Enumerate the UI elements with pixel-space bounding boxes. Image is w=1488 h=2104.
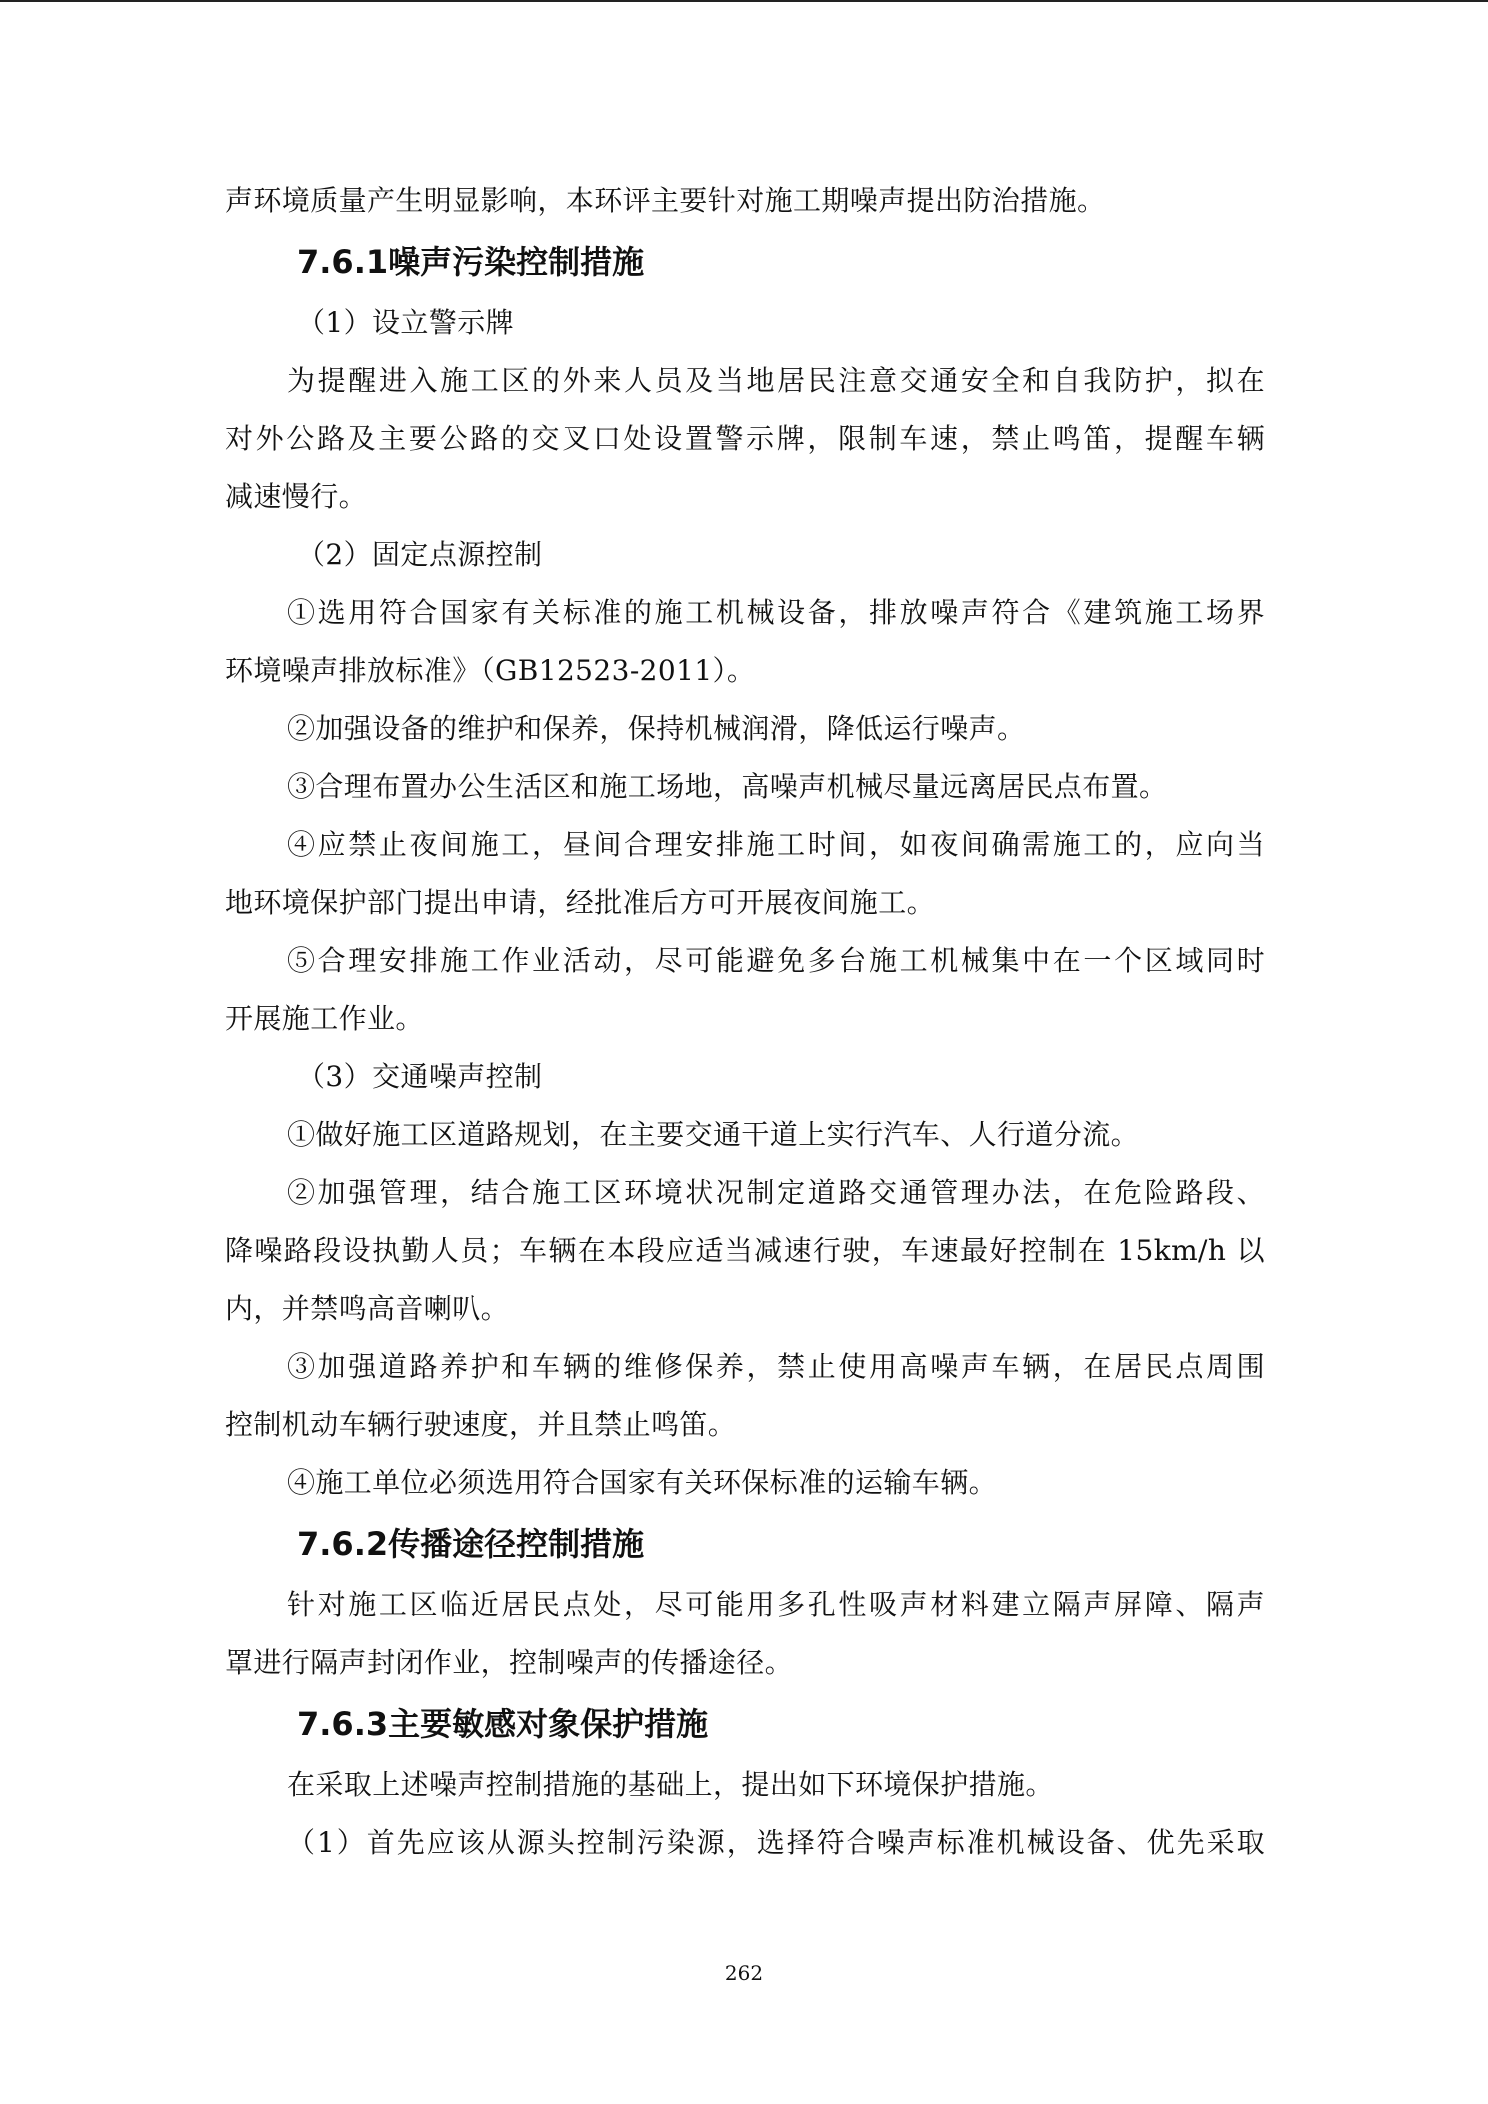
paragraph-line: （1）首先应该从源头控制污染源，选择符合噪声标准机械设备、优先采取 xyxy=(287,1826,1265,1859)
paragraph-line: ④应禁止夜间施工，昼间合理安排施工时间，如夜间确需施工的，应向当 xyxy=(287,828,1265,861)
paragraph-line: 控制机动车辆行驶速度，并且禁止鸣笛。 xyxy=(225,1408,737,1441)
section-heading-7-6-1: 7.6.1噪声污染控制措施 xyxy=(297,243,645,281)
subsection-heading: （1）设立警示牌 xyxy=(297,306,515,339)
page-number: 262 xyxy=(724,1961,764,1985)
paragraph-line: ③加强道路养护和车辆的维修保养，禁止使用高噪声车辆，在居民点周围 xyxy=(287,1350,1265,1383)
section-heading-7-6-3: 7.6.3主要敏感对象保护措施 xyxy=(297,1705,709,1743)
paragraph-line: ①做好施工区道路规划，在主要交通干道上实行汽车、人行道分流。 xyxy=(287,1118,1140,1151)
paragraph-line: 环境噪声排放标准》（GB12523-2011）。 xyxy=(225,654,756,687)
paragraph-line: ⑤合理安排施工作业活动，尽可能避免多台施工机械集中在一个区域同时 xyxy=(287,944,1265,977)
subsection-heading: （3）交通噪声控制 xyxy=(297,1060,543,1093)
paragraph-line: 罩进行隔声封闭作业，控制噪声的传播途径。 xyxy=(225,1646,794,1679)
paragraph-line: 针对施工区临近居民点处，尽可能用多孔性吸声材料建立隔声屏障、隔声 xyxy=(287,1588,1265,1621)
paragraph-line: 对外公路及主要公路的交叉口处设置警示牌，限制车速，禁止鸣笛，提醒车辆 xyxy=(225,422,1265,455)
paragraph-line: 减速慢行。 xyxy=(225,480,368,513)
paragraph-line: ①选用符合国家有关标准的施工机械设备，排放噪声符合《建筑施工场界 xyxy=(287,596,1265,629)
page-top-border xyxy=(0,0,1488,2)
paragraph-line: 内，并禁鸣高音喇叭。 xyxy=(225,1292,510,1325)
document-page xyxy=(225,172,1265,1872)
paragraph-line: ④施工单位必须选用符合国家有关环保标准的运输车辆。 xyxy=(287,1466,998,1499)
paragraph-line: 开展施工作业。 xyxy=(225,1002,424,1035)
paragraph-line: 声环境质量产生明显影响，本环评主要针对施工期噪声提出防治措施。 xyxy=(225,184,1106,217)
paragraph-line: ②加强管理，结合施工区环境状况制定道路交通管理办法，在危险路段、 xyxy=(287,1176,1265,1209)
paragraph-line: ③合理布置办公生活区和施工场地，高噪声机械尽量远离居民点布置。 xyxy=(287,770,1168,803)
subsection-heading: （2）固定点源控制 xyxy=(297,538,543,571)
paragraph-line: 地环境保护部门提出申请，经批准后方可开展夜间施工。 xyxy=(225,886,936,919)
paragraph-line: 在采取上述噪声控制措施的基础上，提出如下环境保护措施。 xyxy=(287,1768,1054,1801)
paragraph-line: 降噪路段设执勤人员；车辆在本段应适当减速行驶，车速最好控制在 15km/h 以 xyxy=(225,1234,1265,1267)
section-heading-7-6-2: 7.6.2传播途径控制措施 xyxy=(297,1525,645,1563)
paragraph-line: 为提醒进入施工区的外来人员及当地居民注意交通安全和自我防护，拟在 xyxy=(287,364,1265,397)
paragraph-line: ②加强设备的维护和保养，保持机械润滑，降低运行噪声。 xyxy=(287,712,1026,745)
